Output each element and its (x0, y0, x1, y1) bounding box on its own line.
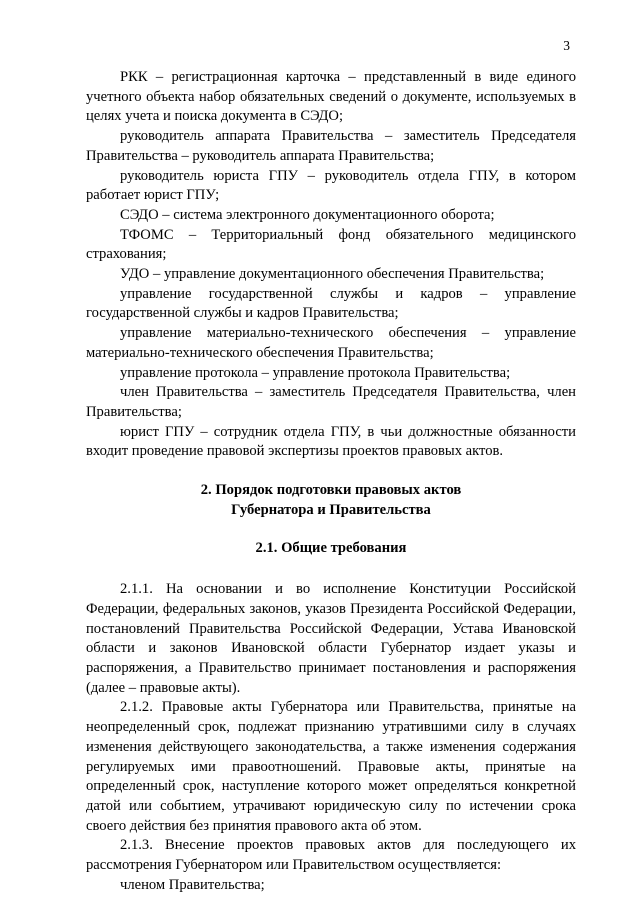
definition-item-gpu-lawyer-head: руководитель юриста ГПУ – руководитель отдела ГПУ, в котором работает юрист ГПУ; (86, 167, 576, 204)
section-heading-line-1: 2. Порядок подготовки правовых актов (200, 482, 462, 499)
definition-item-apparatus-head: руководитель аппарата Правительства – заместитель Председателя Правительства – руководитель аппарата Правительства; (86, 128, 576, 164)
definition-item-gpu-lawyer: юрист ГПУ – сотрудник отдела ГПУ, в чьи должностные обязанности входит проведение правовой экспертизы проектов правовых актов. (86, 423, 576, 460)
paragraph-2-1-1: 2.1.1. На основании и во исполнение Конституции Российской Федерации, федеральных законов, указов Президента Российской Федерации, постановлений Правительства Российской Федерации, Устава Ивановской области и законов Ивановской области Губернатор издает указы и распоряжения, а Правительство принимает постановления и распоряжения (далее – правовые акты). (86, 581, 576, 696)
definition-item-logistics: управление материально-технического обеспечения – управление материально-технического обеспечения Правительства; (86, 325, 576, 361)
paragraph-2-1-2: 2.1.2. Правовые акты Губернатора или Правительства, принятые на неопределенный срок, подлежат признанию утратившими силу в случаях изменения действующего законодательства, а также изменения содержания регулируемых ими правоотношений. Правовые акты, принятые на определенный срок, наступление которого может определяться конкретной датой или событием, утрачивают юридическую силу по истечении срока своего действия без принятия правового акта об этом. (86, 699, 576, 834)
definition-item-tfoms: ТФОМС – Территориальный фонд обязательного медицинского страхования; (86, 226, 576, 263)
section-heading (86, 481, 576, 520)
definition-item-udo: УДО – управление документационного обеспечения Правительства; (120, 266, 545, 283)
paragraph-2-1-3: 2.1.3. Внесение проектов правовых актов для последующего их рассмотрения Губернатором или Правительством осуществляется: (86, 837, 576, 874)
definition-item-rkk: РКК – регистрационная карточка – представленный в виде единого учетного объекта набор обязательных сведений о документе, используемых в целях учета и поиска документа в СЭДО; (86, 69, 576, 125)
section-heading-line-2: Губернатора и Правительства (231, 501, 431, 518)
definition-item-sedo: СЭДО – система электронного документационного оборота; (120, 206, 495, 223)
definition-item-government-member: член Правительства – заместитель Председателя Правительства, член Правительства; (86, 384, 576, 420)
page-content (86, 68, 576, 895)
page-number: 3 (563, 38, 570, 53)
definition-item-civil-service: управление государственной службы и кадров – управление государственной службы и кадров Правительства; (86, 285, 576, 322)
subsection-heading: 2.1. Общие требования (255, 540, 407, 557)
definition-item-protocol: управление протокола – управление протокола Правительства; (120, 364, 511, 381)
list-item-government-member: членом Правительства; (120, 876, 265, 893)
